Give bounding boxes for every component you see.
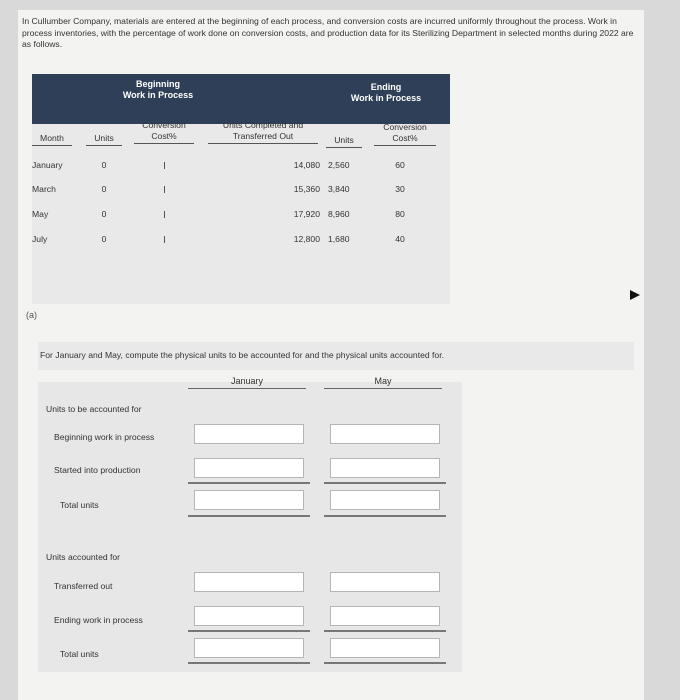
row-end-units: 8,960 [328,209,350,219]
dash-mark [164,186,165,193]
row-end-units: 1,680 [328,234,350,244]
col-header-month: Month [32,133,72,146]
part-a-instruction: For January and May, compute the physical units to be accounted for and the physical units accounted for. [40,350,444,360]
january-transferred-input[interactable] [194,572,304,592]
row-units: 0 [101,234,107,244]
col-header-units: Units [86,133,122,146]
row-end-conversion: 40 [395,234,405,244]
row-month: March [32,184,56,194]
col-header-end-units: Units [326,135,362,148]
may-beginning-wip-input[interactable] [330,424,440,444]
may-total-units-input[interactable] [330,490,440,510]
row-completed: 14,080 [293,160,320,170]
january-started-input[interactable] [194,458,304,478]
may-started-input[interactable] [330,458,440,478]
january-double-rule [188,515,310,517]
row-completed: 15,360 [293,184,320,194]
ending-wip-header: Ending Work in Process [350,82,422,103]
row-month: May [32,209,49,219]
row-month: January [32,160,63,170]
january-double-rule-2 [188,662,310,664]
dash-mark [164,162,165,169]
row-ending-wip-label: Ending work in process [54,615,143,625]
january-ending-wip-input[interactable] [194,606,304,626]
row-end-units: 2,560 [328,160,350,170]
row-end-conversion: 80 [395,209,405,219]
row-end-units: 3,840 [328,184,350,194]
january-total-rule [188,482,310,484]
section-units-accounted-for: Units accounted for [46,552,121,562]
col-header-conversion: Conversion Cost% [134,120,194,144]
may-double-rule-2 [324,662,446,664]
part-a-label: (a) [26,310,37,320]
may-column-title: May [324,376,442,389]
january-total-units-input[interactable] [194,490,304,510]
row-units: 0 [101,184,107,194]
january-total-units-input-2[interactable] [194,638,304,658]
row-units: 0 [101,160,107,170]
may-double-rule [324,515,446,517]
may-transferred-input[interactable] [330,572,440,592]
row-end-conversion: 30 [395,184,405,194]
row-completed: 17,920 [293,209,320,219]
problem-intro: In Cullumber Company, materials are entered at the beginning of each process, and conversion costs are incurred uniformly throughout the process. Work in process inventories, with the percentage of work done on conversion costs, and production data for its Sterilizing Department in selected months during 2022 are as follows. [22,16,634,49]
beginning-wip-header: Beginning Work in Process [122,79,194,100]
may-total-rule [324,482,446,484]
january-total-rule-2 [188,630,310,632]
row-total-units-label: Total units [60,500,99,510]
col-header-end-conversion: Conversion Cost% [374,122,436,146]
row-end-conversion: 60 [395,160,405,170]
may-total-rule-2 [324,630,446,632]
row-units: 0 [101,209,107,219]
col-header-completed: Units Completed and Transferred Out [208,120,318,144]
row-month: July [32,234,48,244]
may-total-units-input-2[interactable] [330,638,440,658]
dash-mark [164,236,165,243]
row-beginning-wip-label: Beginning work in process [54,432,155,442]
january-column-title: January [188,376,306,389]
row-started-label: Started into production [54,465,141,475]
may-ending-wip-input[interactable] [330,606,440,626]
mouse-cursor-icon [630,290,640,300]
problem-page [18,10,644,700]
january-beginning-wip-input[interactable] [194,424,304,444]
dash-mark [164,211,165,218]
row-total-units-label-2: Total units [60,649,99,659]
row-transferred-label: Transferred out [54,581,113,591]
row-completed: 12,800 [293,234,320,244]
section-units-to-be-accounted: Units to be accounted for [46,404,142,414]
